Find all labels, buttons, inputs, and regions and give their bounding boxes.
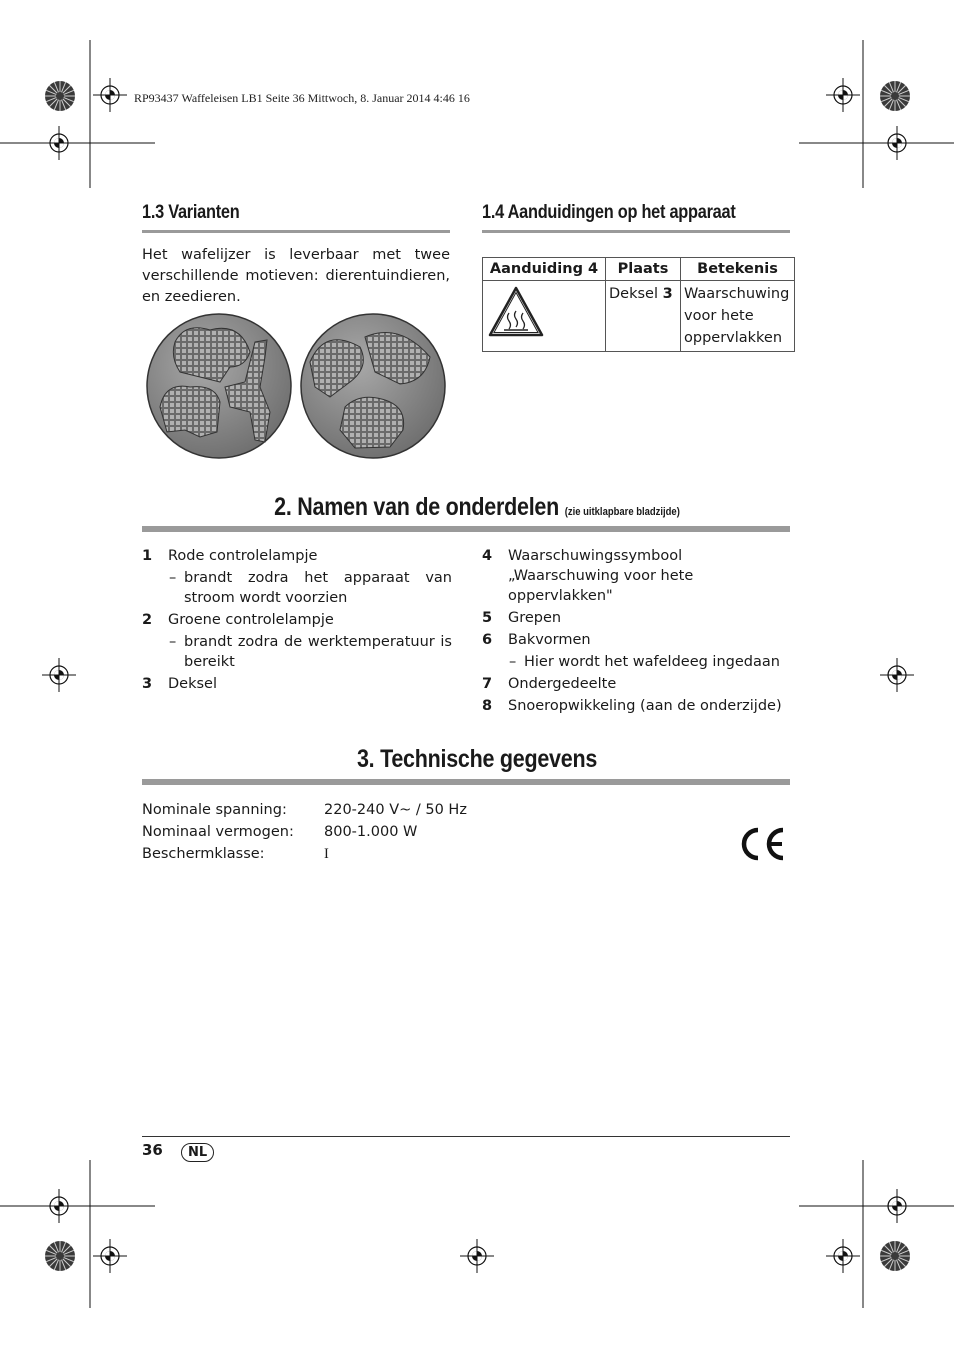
- section-2-heading: 2. Namen van de onderdelen: [274, 493, 559, 521]
- section-1-3-text: Het wafelijzer is leverbaar met twee verschillende motieven: dierentuindieren, en zeedieren.: [142, 247, 450, 305]
- section-3-title: 3. Technische gegevens: [356, 745, 598, 773]
- item-label: Groene controlelampje: [168, 612, 334, 628]
- list-item: [482, 674, 792, 694]
- spec-value: 800-1.000 W: [324, 824, 418, 840]
- table-cell-meaning: Waarschuwing voor hete oppervlakken: [681, 281, 795, 352]
- table-row: [483, 281, 795, 352]
- parts-list-right: [482, 546, 792, 718]
- print-slug: RP93437 Waffeleisen LB1 Seite 36 Mittwoch, 8. Januar 2014 4:46 16: [134, 91, 470, 105]
- item-number: 5: [482, 610, 493, 626]
- table-header: Plaats: [606, 258, 681, 281]
- spec-row: [142, 843, 467, 865]
- section-1-3-title: 1.3 Varianten: [142, 202, 240, 223]
- list-item: [482, 696, 792, 716]
- section-1-4-title: 1.4 Aanduidingen op het apparaat: [482, 202, 736, 223]
- list-subitem: – Hier wordt het wafeldeeg ingedaan: [509, 654, 780, 670]
- waffle-plate-icon: [147, 314, 291, 458]
- item-number: 3: [142, 676, 153, 692]
- item-number: 8: [482, 698, 493, 714]
- table-header-row: [483, 258, 795, 281]
- item-label: Grepen: [508, 610, 562, 626]
- section-1-4-rule: [482, 230, 790, 233]
- specs-list: [142, 799, 467, 865]
- spec-key: Nominaal vermogen:: [142, 824, 294, 840]
- section-2-rule: [142, 526, 790, 532]
- item-number: 7: [482, 676, 493, 692]
- item-label: Bakvormen: [508, 632, 591, 648]
- ce-mark-icon: [737, 825, 787, 863]
- location-label: Deksel: [609, 286, 658, 302]
- parts-list-left: [142, 546, 452, 696]
- waffle-plates-image: [145, 312, 447, 460]
- section-3-rule: [142, 779, 790, 785]
- section-2-subtitle: (zie uitklapbare bladzijde): [564, 506, 680, 518]
- item-sub-label: brandt zodra de werktemperatuur is bereikt: [184, 634, 452, 670]
- section-1-3-rule: [142, 230, 450, 233]
- table-cell-location: [606, 281, 681, 352]
- item-label: Snoeropwikkeling (aan de onderzijde): [508, 698, 782, 714]
- language-badge: NL: [181, 1143, 214, 1162]
- table-header: Aanduiding 4: [483, 258, 606, 281]
- spec-row: [142, 799, 467, 821]
- hot-surface-warning-icon: [486, 283, 546, 341]
- table-cell-symbol: [483, 281, 606, 352]
- spec-value: I: [324, 846, 329, 862]
- footer-rule: [142, 1136, 790, 1137]
- list-item: [142, 674, 452, 694]
- item-label: Deksel: [168, 676, 217, 692]
- spec-row: [142, 821, 467, 843]
- list-item: [482, 546, 792, 606]
- list-subitem: – brandt zodra het apparaat van stroom wordt voorzien: [169, 570, 452, 606]
- page-number: 36: [142, 1141, 163, 1159]
- list-subitem: – brandt zodra de werktemperatuur is bereikt: [169, 634, 452, 670]
- table-header: Betekenis: [681, 258, 795, 281]
- list-item: [482, 630, 792, 650]
- item-label: Waarschuwingssymbool „Waarschuwing voor hete oppervlakken": [508, 548, 694, 604]
- list-item: [142, 546, 452, 566]
- item-label: Ondergedeelte: [508, 676, 617, 692]
- spec-key: Nominale spanning:: [142, 802, 287, 818]
- location-number: 3: [662, 286, 673, 302]
- item-sub-label: Hier wordt het wafeldeeg ingedaan: [524, 654, 780, 670]
- item-number: 6: [482, 632, 493, 648]
- item-number: 2: [142, 612, 153, 628]
- spec-value: 220-240 V~ / 50 Hz: [324, 802, 467, 818]
- item-number: 4: [482, 548, 493, 564]
- item-number: 1: [142, 548, 153, 564]
- item-label: Rode controlelampje: [168, 548, 318, 564]
- section-2-title: [67, 493, 887, 522]
- spec-key: Beschermklasse:: [142, 846, 265, 862]
- item-sub-label: brandt zodra het apparaat van stroom wordt voorzien: [184, 570, 452, 606]
- list-item: [142, 610, 452, 630]
- markings-table: [482, 257, 795, 352]
- waffle-plate-icon: [301, 314, 445, 458]
- list-item: [482, 608, 792, 628]
